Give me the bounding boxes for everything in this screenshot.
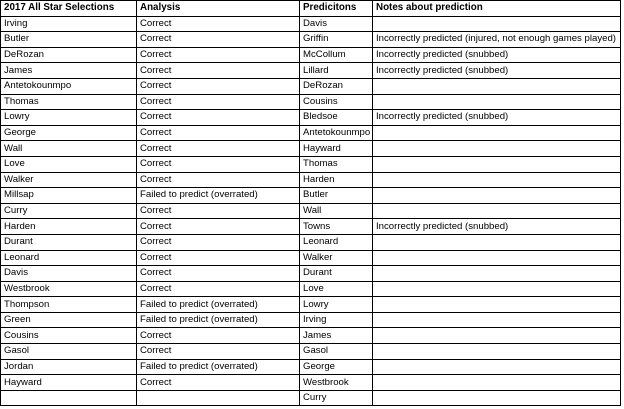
selection-cell: Antetokounmpo [1, 78, 137, 94]
prediction-cell: Lillard [300, 63, 373, 79]
analysis-cell: Correct [137, 172, 300, 188]
analysis-cell: Correct [137, 125, 300, 141]
selection-cell: George [1, 125, 137, 141]
table-row [1, 234, 621, 250]
notes-cell: Incorrectly predicted (snubbed) [373, 219, 621, 235]
notes-cell [373, 281, 621, 297]
header-row [1, 1, 621, 17]
notes-cell [373, 203, 621, 219]
analysis-cell: Correct [137, 219, 300, 235]
notes-cell [373, 141, 621, 157]
selection-cell: Thomas [1, 94, 137, 110]
prediction-cell: Thomas [300, 156, 373, 172]
selection-cell [1, 390, 137, 406]
table-row [1, 344, 621, 360]
table-row [1, 203, 621, 219]
selection-cell: Hayward [1, 375, 137, 391]
prediction-cell: Davis [300, 16, 373, 32]
notes-cell [373, 297, 621, 313]
selection-cell: Green [1, 312, 137, 328]
notes-cell [373, 359, 621, 375]
analysis-cell: Failed to predict (overrated) [137, 188, 300, 204]
table-row [1, 32, 621, 48]
notes-cell: Incorrectly predicted (snubbed) [373, 110, 621, 126]
prediction-cell: Cousins [300, 94, 373, 110]
analysis-cell: Correct [137, 234, 300, 250]
prediction-cell: George [300, 359, 373, 375]
header-analysis: Analysis [137, 1, 300, 17]
notes-cell [373, 375, 621, 391]
analysis-cell: Correct [137, 344, 300, 360]
selection-cell: Curry [1, 203, 137, 219]
table-row [1, 375, 621, 391]
notes-cell [373, 172, 621, 188]
prediction-cell: Butler [300, 188, 373, 204]
prediction-cell: Towns [300, 219, 373, 235]
table-row [1, 172, 621, 188]
notes-cell [373, 344, 621, 360]
notes-cell: Incorrectly predicted (snubbed) [373, 47, 621, 63]
notes-cell [373, 188, 621, 204]
selection-cell: Durant [1, 234, 137, 250]
analysis-cell: Correct [137, 47, 300, 63]
table-row [1, 63, 621, 79]
notes-cell [373, 234, 621, 250]
table-row [1, 16, 621, 32]
analysis-cell: Correct [137, 203, 300, 219]
table-row [1, 219, 621, 235]
header-notes: Notes about prediction [373, 1, 621, 17]
selection-cell: Wall [1, 141, 137, 157]
selection-cell: Cousins [1, 328, 137, 344]
selection-cell: DeRozan [1, 47, 137, 63]
selection-cell: Westbrook [1, 281, 137, 297]
header-selections: 2017 All Star Selections [1, 1, 137, 17]
notes-cell [373, 266, 621, 282]
selection-cell: Butler [1, 32, 137, 48]
table-row [1, 125, 621, 141]
notes-cell [373, 156, 621, 172]
selection-cell: Gasol [1, 344, 137, 360]
prediction-cell: Love [300, 281, 373, 297]
table-row [1, 78, 621, 94]
table-row [1, 359, 621, 375]
selection-cell: Thompson [1, 297, 137, 313]
table-row [1, 47, 621, 63]
prediction-cell: Westbrook [300, 375, 373, 391]
analysis-cell: Failed to predict (overrated) [137, 359, 300, 375]
table-row [1, 312, 621, 328]
notes-cell: Incorrectly predicted (snubbed) [373, 63, 621, 79]
table-row [1, 188, 621, 204]
prediction-cell: Antetokounmpo [300, 125, 373, 141]
table-row [1, 110, 621, 126]
notes-cell [373, 390, 621, 406]
prediction-cell: Walker [300, 250, 373, 266]
prediction-cell: Wall [300, 203, 373, 219]
prediction-cell: Harden [300, 172, 373, 188]
selection-cell: Irving [1, 16, 137, 32]
table-row [1, 281, 621, 297]
analysis-cell: Correct [137, 78, 300, 94]
selection-cell: Harden [1, 219, 137, 235]
selection-cell: Walker [1, 172, 137, 188]
notes-cell [373, 16, 621, 32]
analysis-cell: Correct [137, 94, 300, 110]
notes-cell [373, 250, 621, 266]
prediction-cell: Durant [300, 266, 373, 282]
prediction-cell: Gasol [300, 344, 373, 360]
selection-cell: James [1, 63, 137, 79]
analysis-cell: Failed to predict (overrated) [137, 297, 300, 313]
prediction-cell: Hayward [300, 141, 373, 157]
analysis-cell: Correct [137, 16, 300, 32]
prediction-cell: McCollum [300, 47, 373, 63]
analysis-cell: Correct [137, 141, 300, 157]
table-row [1, 297, 621, 313]
analysis-cell: Correct [137, 63, 300, 79]
analysis-cell: Correct [137, 281, 300, 297]
analysis-cell: Correct [137, 266, 300, 282]
selection-cell: Millsap [1, 188, 137, 204]
prediction-cell: Curry [300, 390, 373, 406]
notes-cell: Incorrectly predicted (injured, not enough games played) [373, 32, 621, 48]
prediction-cell: Lowry [300, 297, 373, 313]
selection-cell: Love [1, 156, 137, 172]
notes-cell [373, 328, 621, 344]
selection-cell: Davis [1, 266, 137, 282]
table-row [1, 94, 621, 110]
analysis-cell: Correct [137, 156, 300, 172]
notes-cell [373, 94, 621, 110]
notes-cell [373, 312, 621, 328]
notes-cell [373, 125, 621, 141]
analysis-cell: Failed to predict (overrated) [137, 312, 300, 328]
header-predictions: Predicitons [300, 1, 373, 17]
selection-cell: Leonard [1, 250, 137, 266]
analysis-cell: Correct [137, 250, 300, 266]
prediction-cell: DeRozan [300, 78, 373, 94]
prediction-cell: Griffin [300, 32, 373, 48]
table-row [1, 266, 621, 282]
table-row [1, 141, 621, 157]
selection-cell: Jordan [1, 359, 137, 375]
prediction-cell: James [300, 328, 373, 344]
table-row [1, 328, 621, 344]
table-body [1, 16, 621, 406]
prediction-cell: Leonard [300, 234, 373, 250]
prediction-cell: Irving [300, 312, 373, 328]
analysis-cell: Correct [137, 375, 300, 391]
analysis-cell [137, 390, 300, 406]
table-row [1, 390, 621, 406]
analysis-cell: Correct [137, 328, 300, 344]
table-row [1, 156, 621, 172]
selection-cell: Lowry [1, 110, 137, 126]
notes-cell [373, 78, 621, 94]
analysis-cell: Correct [137, 110, 300, 126]
table-row [1, 250, 621, 266]
analysis-cell: Correct [137, 32, 300, 48]
prediction-cell: Bledsoe [300, 110, 373, 126]
